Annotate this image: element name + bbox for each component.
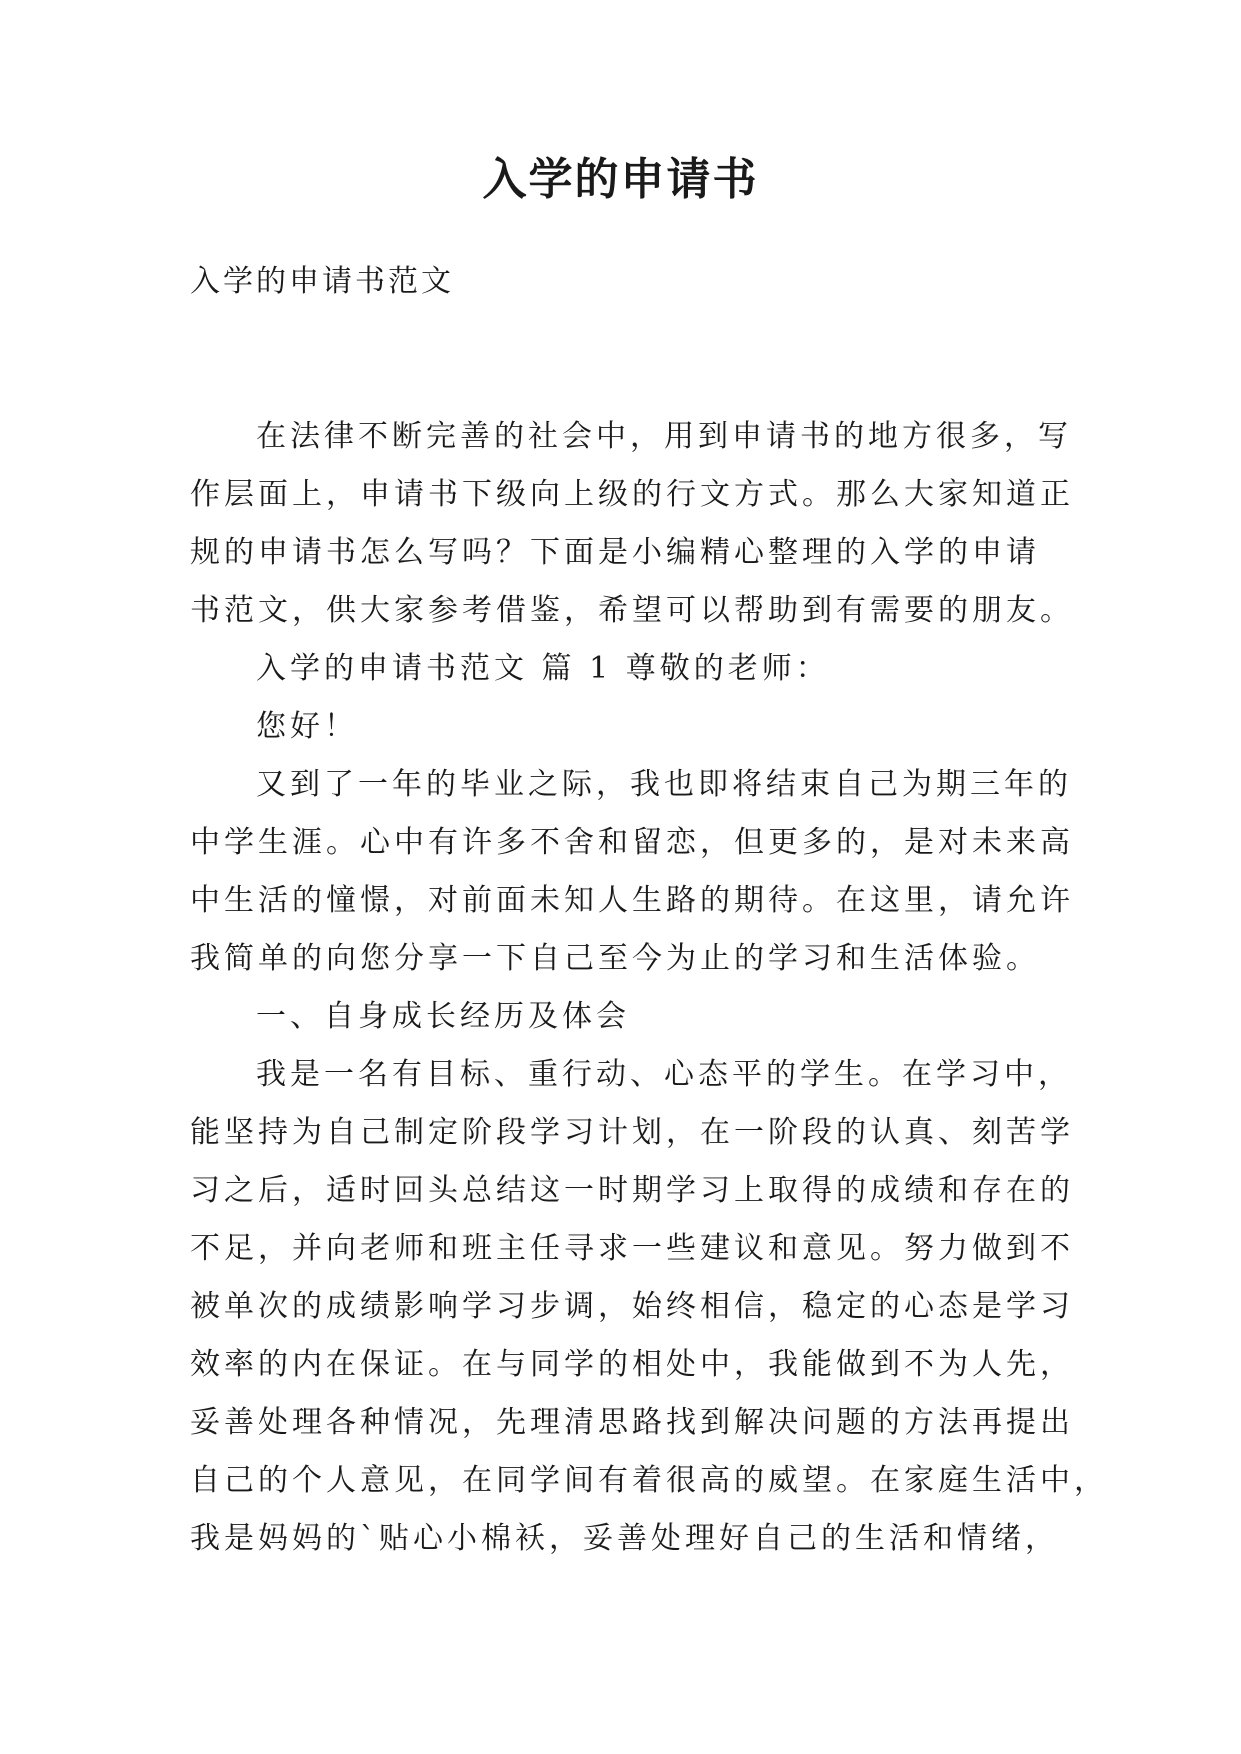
document-body	[190, 408, 1108, 1568]
body-line: 入学的申请书范文 篇 1 尊敬的老师：	[256, 651, 830, 686]
document-title: 入学的申请书	[482, 154, 759, 205]
body-line: 能坚持为自己制定阶段学习计划，在一阶段的认真、刻苦学	[190, 1115, 1074, 1150]
body-line: 自己的个人意见，在同学间有着很高的威望。在家庭生活中，	[190, 1463, 1108, 1498]
body-line: 中学生涯。心中有许多不舍和留恋，但更多的，是对未来高	[190, 825, 1074, 860]
body-line: 在法律不断完善的社会中，用到申请书的地方很多，写	[256, 419, 1072, 454]
body-line: 规的申请书怎么写吗？下面是小编精心整理的入学的申请	[190, 535, 1040, 570]
body-line: 一、自身成长经历及体会	[256, 999, 630, 1034]
body-line: 您好！	[256, 709, 358, 744]
body-line: 被单次的成绩影响学习步调，始终相信，稳定的心态是学习	[190, 1289, 1074, 1324]
body-line: 效率的内在保证。在与同学的相处中，我能做到不为人先，	[190, 1347, 1074, 1382]
body-line: 我是妈妈的`贴心小棉袄，妥善处理好自己的生活和情绪，	[190, 1521, 1059, 1556]
body-line: 中生活的憧憬，对前面未知人生路的期待。在这里，请允许	[190, 883, 1074, 918]
body-line: 习之后，适时回头总结这一时期学习上取得的成绩和存在的	[190, 1173, 1074, 1208]
document-subtitle: 入学的申请书范文	[190, 264, 454, 299]
body-line: 我简单的向您分享一下自己至今为止的学习和生活体验。	[190, 941, 1040, 976]
body-line: 作层面上，申请书下级向上级的行文方式。那么大家知道正	[190, 477, 1074, 512]
body-line: 书范文，供大家参考借鉴，希望可以帮助到有需要的朋友。	[190, 593, 1074, 628]
body-line: 妥善处理各种情况，先理清思路找到解决问题的方法再提出	[190, 1405, 1074, 1440]
body-line: 又到了一年的毕业之际，我也即将结束自己为期三年的	[256, 767, 1072, 802]
body-line: 我是一名有目标、重行动、心态平的学生。在学习中，	[256, 1057, 1072, 1092]
body-line: 不足，并向老师和班主任寻求一些建议和意见。努力做到不	[190, 1231, 1074, 1266]
